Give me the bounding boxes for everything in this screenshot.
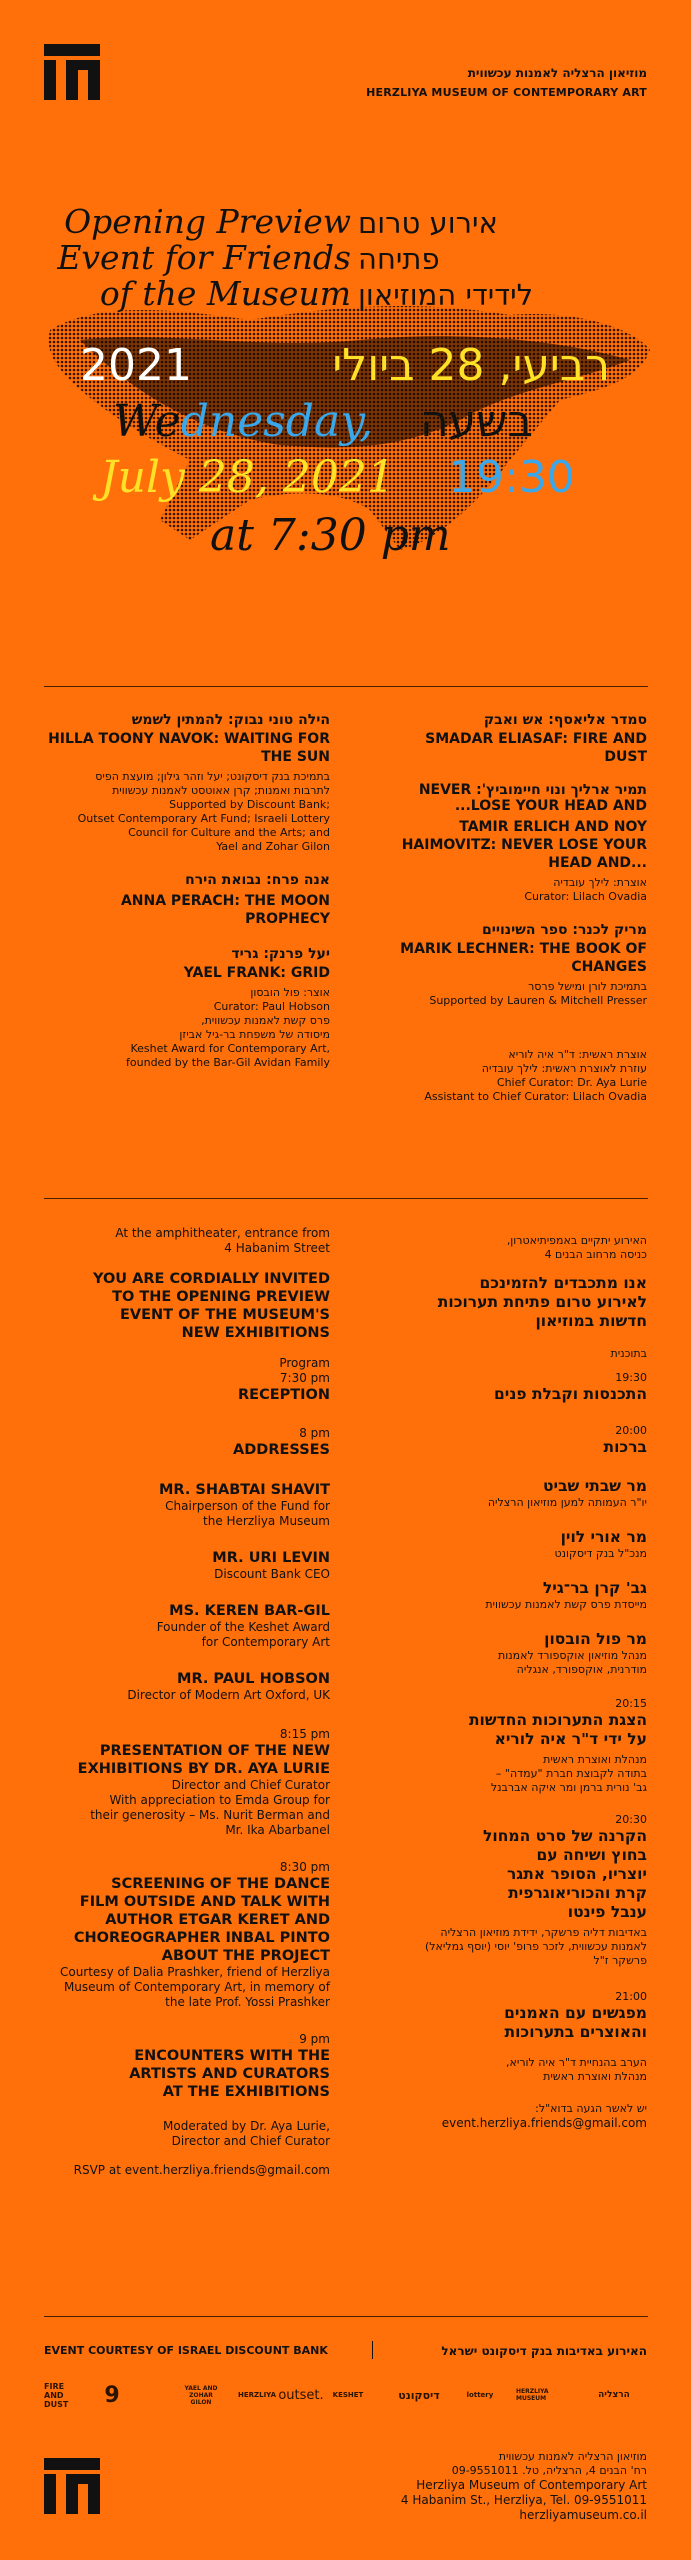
partner-logo: outset.	[278, 2387, 324, 2403]
program-item: ABOUT THE PROJECT	[161, 1948, 330, 1964]
program-item: קרת והכוריאוגרפית	[508, 1884, 647, 1902]
exhibition-credit: אוצרת: לילך עובדיה	[553, 876, 647, 889]
exhibition-credit: Supported by Lauren & Mitchell Presser	[429, 994, 647, 1007]
exhibition-credit: founded by the Bar-Gil Avidan Family	[126, 1056, 330, 1069]
exhibition-title-en: YAEL FRANK: GRID	[183, 965, 330, 981]
program-item: CHOREOGRAPHER INBAL PINTO	[73, 1930, 330, 1946]
program-desc: Mr. Ika Abarbanel	[225, 1823, 330, 1837]
program-item: על ידי ד"ר איה לוריא	[494, 1730, 647, 1748]
hero-title-he-2: פתיחה	[358, 242, 440, 276]
museum-name-he: מוזיאון הרצליה לאמנות עכשווית	[467, 66, 647, 80]
hero-title-he-3: לידידי המוזיאון	[358, 278, 534, 312]
time-label: 7:30 pm	[279, 1371, 330, 1385]
partner-logo: lottery	[466, 2391, 494, 2399]
curator-credit: Assistant to Chief Curator: Lilach Ovadia	[424, 1090, 647, 1103]
exhibition-credit: Supported by Discount Bank;	[169, 798, 330, 811]
exhibition-title-he: תמיר ארליך ונוי חיימוביץ': NEVER LOSE YOUR HEAD AND...	[418, 782, 647, 814]
program-item: הצגת התערוכות החדשות	[468, 1711, 647, 1729]
partner-logo: דיסקונט	[398, 2388, 440, 2402]
hero-time-he: בשעה	[420, 396, 533, 447]
speaker-desc: מודרנית, אוקספורד, אנגליה	[516, 1663, 647, 1676]
location-line: כניסה מרחוב הבנים 4	[544, 1248, 647, 1261]
exhibitions-right	[395, 712, 647, 1104]
hero-title-en-1: Opening Preview	[64, 202, 351, 241]
program-desc: באדיבות דליה פרשקר, ידידת מוזיאון הרצליה	[440, 1926, 647, 1939]
exhibition-credit: מיסודה של משפחת בר-גיל אביזן	[179, 1028, 330, 1041]
program-item: RECEPTION	[238, 1387, 330, 1403]
program-label: בתוכנית	[610, 1347, 647, 1360]
time-label: 8 pm	[299, 1426, 330, 1440]
program-desc: Moderated by Dr. Aya Lurie,	[163, 2119, 330, 2133]
program-desc: פרשקר ז"ל	[593, 1954, 647, 1967]
program-desc: Museum of Contemporary Art, in memory of	[63, 1980, 330, 1994]
program-desc: הערב בהנחיית ד"ר איה לוריא,	[506, 2056, 647, 2069]
location-line: At the amphitheater, entrance from	[115, 1226, 330, 1240]
program-item: ברכות	[603, 1438, 647, 1456]
program-item: יוצריו, הסופר אתגר	[506, 1865, 647, 1883]
website-link[interactable]: herzliyamuseum.co.il	[519, 2508, 647, 2522]
hero-title-en-3: of the Museum	[99, 274, 351, 313]
speaker-name: MR. SHABTAI SHAVIT	[158, 1482, 330, 1498]
hero-date-year: 2021	[80, 340, 192, 391]
program-item: FILM OUTSIDE AND TALK WITH	[79, 1894, 330, 1910]
time-label: 9 pm	[299, 2032, 330, 2046]
speaker-desc: Director of Modern Art Oxford, UK	[127, 1688, 330, 1702]
program-desc: בתודה לקבוצת חברת "עמדה" –	[495, 1767, 647, 1780]
program-he	[395, 1226, 647, 2131]
exhibition-credit: בתמיכת לורן ומישל פרסר	[528, 980, 647, 993]
curator-credit: עוזרת לאוצרת ראשית: לילך עובדיה	[481, 1062, 647, 1075]
exhibitions-left	[44, 712, 330, 1070]
program-desc: לאמנות עכשווית, לזכר פרופ' יוסי (יוסף גמליאל)	[424, 1940, 647, 1953]
time-label: 20:15	[615, 1697, 647, 1710]
invite-line: EVENT OF THE MUSEUM'S	[119, 1307, 330, 1323]
speaker-desc: מנכ"ל בנק דיסקונט	[554, 1547, 647, 1560]
invite-line: NEW EXHIBITIONS	[181, 1325, 330, 1341]
divider-2	[44, 1198, 648, 1199]
speaker-name: גב' קרן בר־גיל	[542, 1579, 647, 1597]
time-label: 19:30	[615, 1371, 647, 1384]
exhibition-title-en: MARIK LECHNER: THE BOOK OF CHANGES	[400, 941, 647, 975]
program-item: מפגשים עם האמנים	[504, 2004, 647, 2022]
program-desc: With appreciation to Emda Group for	[109, 1793, 330, 1807]
speaker-name: MR. URI LEVIN	[212, 1550, 330, 1566]
weekday-part-a: We	[113, 396, 181, 447]
program-item: ENCOUNTERS WITH THE	[134, 2048, 330, 2064]
exhibition-title-he: אנה פרח: נבואת הירח	[185, 872, 330, 888]
exhibition-credit: אוצר: פול הובסון	[250, 986, 330, 999]
partner-logo: 9	[104, 2382, 120, 2408]
program-item: בחוץ ושיחה עם	[536, 1846, 647, 1864]
speaker-desc: Discount Bank CEO	[214, 1567, 330, 1581]
speaker-desc: for Contemporary Art	[201, 1635, 330, 1649]
invite-line: TO THE OPENING PREVIEW	[112, 1289, 330, 1305]
speaker-name: MR. PAUL HOBSON	[177, 1671, 330, 1687]
address-line: מוזיאון הרצליה לאמנות עכשווית	[498, 2450, 647, 2463]
speaker-desc: מנהל מוזיאון אוקספורד לאמנות	[498, 1649, 647, 1662]
program-desc: their generosity – Ms. Nurit Berman and	[90, 1808, 330, 1822]
speaker-name: מר שבתי שביט	[543, 1477, 647, 1495]
exhibition-title-he: יעל פרנק: גריד	[231, 946, 330, 962]
speaker-desc: Chairperson of the Fund for	[165, 1499, 330, 1513]
program-desc: Courtesy of Dalia Prashker, friend of Herzliya	[59, 1965, 330, 1979]
exhibition-title-en: TAMIR ERLICH AND NOY HAIMOVITZ: NEVER LOSE YOUR HEAD AND...	[401, 819, 647, 871]
hero-time-num: 19:30	[448, 452, 575, 503]
program-item: AUTHOR ETGAR KERET AND	[105, 1912, 330, 1928]
speaker-desc: Founder of the Keshet Award	[156, 1620, 330, 1634]
partner-logo: הרצליה	[598, 2390, 630, 2400]
program-desc: Director and Chief Curator	[171, 2134, 330, 2148]
partner-logo: KESHET	[332, 2391, 364, 2399]
exhibition-credit: Keshet Award for Contemporary Art,	[130, 1042, 330, 1055]
time-label: 8:30 pm	[279, 1860, 330, 1874]
hero-title-en-2: Event for Friends	[57, 238, 351, 277]
exhibition-title-en: SMADAR ELIASAF: FIRE AND DUST	[425, 731, 647, 765]
exhibition-title-he: מריק לכנר: ספר השינויים	[481, 922, 647, 938]
exhibition-title-he: הילה טוני נבוק: להמתין לשמש	[131, 712, 330, 728]
address-line: 4 Habanim St., Herzliya, Tel. 09-9551011	[400, 2493, 647, 2507]
program-item: ענבל פינטו	[567, 1903, 647, 1921]
partner-logo: FIRE AND DUST	[44, 2381, 69, 2409]
address-line: Herzliya Museum of Contemporary Art	[416, 2478, 647, 2492]
hero-date-he: רביעי, 28 ביולי	[332, 340, 610, 391]
invite-line: חדשות במוזיאון	[535, 1312, 647, 1330]
rsvp-link[interactable]: event.herzliya.friends@gmail.com	[441, 2116, 647, 2130]
footer-address	[327, 2450, 647, 2523]
address-line: רח' הבנים 4, הרצליה, טל. 09-9551011	[451, 2464, 647, 2477]
time-label: 20:00	[615, 1424, 647, 1437]
museum-logo-footer	[44, 2458, 100, 2514]
courtesy-he: האירוע באדיבות בנק דיסקונט ישראל	[441, 2344, 647, 2358]
rsvp-label: יש לאשר הגעה בדוא"ל:	[535, 2102, 647, 2115]
program-desc: the late Prof. Yossi Prashker	[165, 1995, 330, 2009]
program-desc: Director and Chief Curator	[171, 1778, 330, 1792]
exhibition-title-en: ANNA PERACH: THE MOON PROPHECY	[120, 893, 330, 927]
program-item: והאוצרים בתערוכות	[504, 2023, 647, 2041]
program-label: Program	[279, 1356, 330, 1370]
exhibition-credit: Yael and Zohar Gilon	[216, 840, 330, 853]
exhibition-credit: Curator: Paul Hobson	[213, 1000, 330, 1013]
curator-credit: Chief Curator: Dr. Aya Lurie	[496, 1076, 647, 1089]
exhibition-title-en: HILLA TOONY NAVOK: WAITING FOR THE SUN	[48, 731, 330, 765]
divider-1	[44, 686, 648, 687]
exhibition-credit: בתמיכת בנק דיסקונט; יעל וזהר גילון; מועצת הפיס	[95, 770, 330, 783]
exhibition-credit: לתרבות ואמנות; קרן אאוטסט לאמנות עכשווית	[112, 784, 330, 797]
time-label: 8:15 pm	[279, 1727, 330, 1741]
weekday-part-b: dnesday,	[180, 396, 374, 447]
speaker-name: מר אורי לוין	[560, 1528, 647, 1546]
program-item: PRESENTATION OF THE NEW	[99, 1743, 330, 1759]
partner-logo: HERZLIYA	[238, 2391, 276, 2399]
hero-date-en: July 28, 2021	[100, 452, 395, 503]
courtesy-en: EVENT COURTESY OF ISRAEL DISCOUNT BANK	[44, 2344, 328, 2357]
exhibition-credit: פרס קשת לאמנות עכשווית,	[201, 1014, 330, 1027]
program-item: EXHIBITIONS BY DR. AYA LURIE	[77, 1761, 330, 1777]
program-item: ARTISTS AND CURATORS	[129, 2066, 330, 2082]
museum-logo	[44, 44, 100, 100]
program-en	[44, 1226, 330, 2178]
speaker-desc: יו"ר העמותה למען מוזיאון הרצליה	[487, 1496, 647, 1509]
program-item: הקרנה של סרט המחול	[483, 1827, 647, 1845]
program-item: AT THE EXHIBITIONS	[162, 2084, 330, 2100]
program-desc: מנהלת ואוצרת ראשית	[543, 1753, 647, 1766]
speaker-desc: מייסדת פרס קשת לאמנות עכשווית	[485, 1598, 647, 1611]
invite-line: לאירוע טרום פתיחת תערוכות	[437, 1293, 647, 1311]
speaker-desc: the Herzliya Museum	[203, 1514, 330, 1528]
curator-credit: אוצרת ראשית: ד"ר איה לוריא	[508, 1048, 647, 1061]
exhibition-title-he: סמדר אליאסף: אש ואבק	[483, 712, 647, 728]
rsvp-link[interactable]: RSVP at event.herzliya.friends@gmail.com	[73, 2163, 330, 2177]
invite-line: YOU ARE CORDIALLY INVITED	[92, 1271, 330, 1287]
speaker-name: MS. KEREN BAR-GIL	[169, 1603, 330, 1619]
exhibition-credit: Curator: Lilach Ovadia	[524, 890, 647, 903]
exhibition-credit: Outset Contemporary Art Fund; Israeli Lottery	[77, 812, 330, 825]
program-desc: מנהלת ואוצרת ראשית	[543, 2070, 647, 2083]
museum-name-en: HERZLIYA MUSEUM OF CONTEMPORARY ART	[366, 86, 647, 99]
program-item: ADDRESSES	[233, 1442, 330, 1458]
location-line: 4 Habanim Street	[224, 1241, 330, 1255]
time-label: 20:30	[615, 1813, 647, 1826]
partner-logo: HERZLIYA MUSEUM	[516, 2388, 549, 2402]
location-line: האירוע יתקיים באמפיתיאטרון,	[506, 1234, 647, 1247]
program-desc: גב' נורית ברמן ומר איקה אברבנל	[490, 1781, 647, 1794]
time-label: 21:00	[615, 1990, 647, 2003]
courtesy-separator	[372, 2341, 373, 2359]
hero-time-en: at 7:30 pm	[210, 510, 451, 561]
speaker-name: מר פול הובסון	[544, 1630, 647, 1648]
exhibition-credit: Council for Culture and the Arts; and	[128, 826, 330, 839]
hero-title-he-1: אירוע טרום	[358, 206, 498, 240]
divider-3	[44, 2316, 648, 2317]
hero-weekday-en	[113, 396, 373, 448]
invite-line: אנו מתכבדים להזמינכם	[479, 1274, 647, 1292]
partner-logo: YAEL AND ZOHAR GILON	[184, 2384, 218, 2406]
program-item: SCREENING OF THE DANCE	[111, 1876, 330, 1892]
program-item: התכנסות וקבלת פנים	[493, 1385, 647, 1403]
